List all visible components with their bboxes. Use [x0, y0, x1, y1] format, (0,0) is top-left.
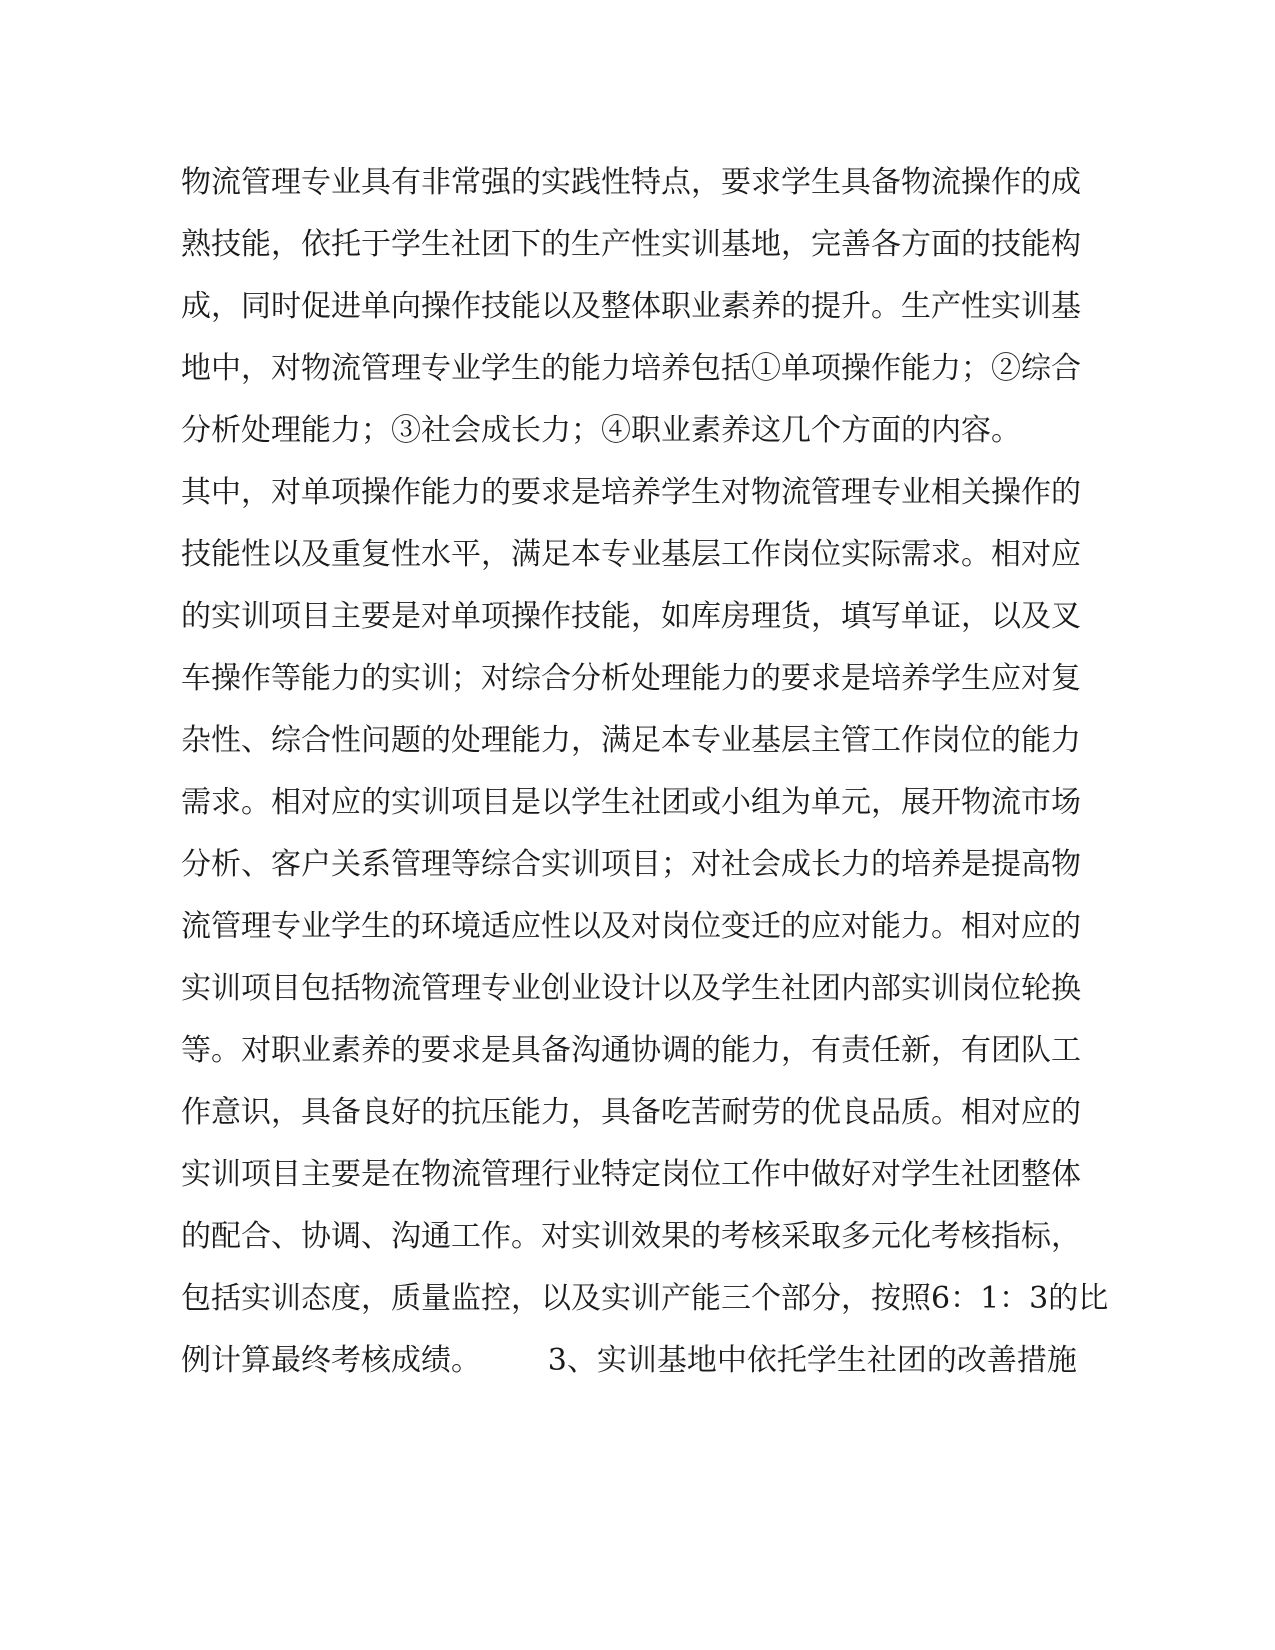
text-line: 熟技能，依托于学生社团下的生产性实训基地，完善各方面的技能构	[181, 227, 1081, 262]
text-line: 地中，对物流管理专业学生的能力培养包括①单项操作能力；②综合	[181, 351, 1081, 386]
text-line: 等。对职业素养的要求是具备沟通协调的能力，有责任新，有团队工	[181, 1033, 1081, 1068]
text-line: 的配合、协调、沟通工作。对实训效果的考核采取多元化考核指标，	[181, 1219, 1081, 1254]
text-line: 物流管理专业具有非常强的实践性特点，要求学生具备物流操作的成	[181, 165, 1081, 200]
text-line: 流管理专业学生的环境适应性以及对岗位变迁的应对能力。相对应的	[181, 909, 1081, 944]
text-line: 技能性以及重复性水平，满足本专业基层工作岗位实际需求。相对应	[181, 537, 1081, 572]
text-line: 分析处理能力；③社会成长力；④职业素养这几个方面的内容。	[181, 413, 1021, 448]
text-line: 作意识，具备良好的抗压能力，具备吃苦耐劳的优良品质。相对应的	[181, 1095, 1081, 1130]
text-line: 包括实训态度，质量监控，以及实训产能三个部分，按照6：1：3的比	[181, 1281, 1109, 1316]
text-line: 成，同时促进单向操作技能以及整体职业素养的提升。生产性实训基	[181, 289, 1081, 324]
text-line: 其中，对单项操作能力的要求是培养学生对物流管理专业相关操作的	[181, 475, 1081, 510]
text-line: 分析、客户关系管理等综合实训项目；对社会成长力的培养是提高物	[181, 847, 1081, 882]
text-line: 车操作等能力的实训；对综合分析处理能力的要求是培养学生应对复	[181, 661, 1081, 696]
text-line: 实训项目主要是在物流管理行业特定岗位工作中做好对学生社团整体	[181, 1157, 1081, 1192]
text-line: 需求。相对应的实训项目是以学生社团或小组为单元，展开物流市场	[181, 785, 1081, 820]
text-line: 杂性、综合性问题的处理能力，满足本专业基层主管工作岗位的能力	[181, 723, 1081, 758]
text-line: 的实训项目主要是对单项操作技能，如库房理货，填写单证，以及叉	[181, 599, 1081, 634]
text-line: 例计算最终考核成绩。 3、实训基地中依托学生社团的改善措施	[181, 1343, 1077, 1378]
text-line: 实训项目包括物流管理专业创业设计以及学生社团内部实训岗位轮换	[181, 971, 1081, 1006]
